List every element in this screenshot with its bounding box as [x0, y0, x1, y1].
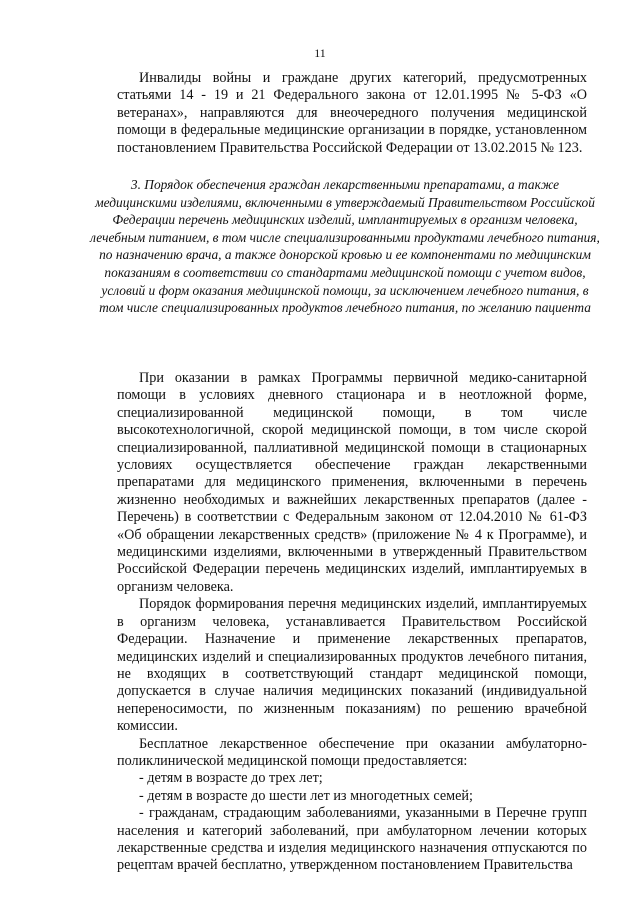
- paragraph-veterans: [117, 70, 587, 157]
- list-item: - детям в возрасте до трех лет;: [139, 770, 323, 787]
- page-number: 11: [314, 46, 326, 60]
- paragraph-2-text: При оказании в рамках Программы первичной медико-санитарной помощи в условиях дневного стационара и в неотложной форме, специализированной медицинской помощи, в том числе высокотехнологичной, скорой медицинской помощи, в том числе скорой специализированной, паллиативной медицинской помощи в стационарных условиях осуществляется обеспечение граждан лекарственными препаратами для медицинского применения, включенными в перечень жизненно необходимых и важнейших лекарственных препаратов (далее - Перечень) в соответствии с Федеральным законом от 12.04.2010 № 61-ФЗ «Об обращении лекарственных средств» (приложение № 4 к Программе), и медицинскими изделиями, включенными в утвержденный Правительством Российской Федерации перечень медицинских изделий, имплантируемых в организм человека.: [117, 370, 587, 595]
- main-text-block: [117, 370, 587, 875]
- section-heading: 3. Порядок обеспечения граждан лекарственными препаратами, а также медицинскими изделиями, включенными в утверждаемый Правительством Российской Федерации перечень медицинских изделий, имплантируемых в организм человека, лечебным питанием, в том числе специализированными продуктами лечебного питания, по назначению врача, а также донорской кровью и ее компонентами по медицинским показаниям в соответствии со стандартами медицинской помощи с учетом видов, условий и форм оказания медицинской помощи, за исключением лечебного питания, в том числе специализированных продуктов лечебного питания, по желанию пациента: [90, 177, 600, 316]
- paragraph-1-text: Инвалиды войны и граждане других категорий, предусмотренных статьями 14 - 19 и 21 Федерального закона от 12.01.1995 № 5-ФЗ «О ветеранах», направляются для внеочередного получения медицинской помощи в федеральные медицинские организации в порядке, установленном постановлением Правительства Российской Федерации от 13.02.2015 № 123.: [117, 70, 587, 156]
- list-item: - гражданам, страдающим заболеваниями, указанными в Перечне групп населения и категорий заболеваний, при амбулаторном лечении которых лекарственные средства и изделия медицинского назначения отпускаются по рецептам врачей бесплатно, утвержденном постановлением Правительства: [117, 805, 587, 874]
- list-item: - детям в возрасте до шести лет из многодетных семей;: [139, 787, 473, 804]
- paragraph-4-text: Бесплатное лекарственное обеспечение при оказании амбулаторно-поликлинической медицинской помощи предоставляется:: [117, 735, 587, 769]
- paragraph-3-text: Порядок формирования перечня медицинских изделий, имплантируемых в организм человека, устанавливается Правительством Российской Федерации. Назначение и применение лекарственных препаратов, медицинских изделий и специализированных продуктов лечебного питания, не входящих в соответствующий стандарт медицинской помощи, допускается в случае наличия медицинских показаний (индивидуальной непереносимости, по жизненным показаниям) по решению врачебной комиссии.: [117, 596, 587, 735]
